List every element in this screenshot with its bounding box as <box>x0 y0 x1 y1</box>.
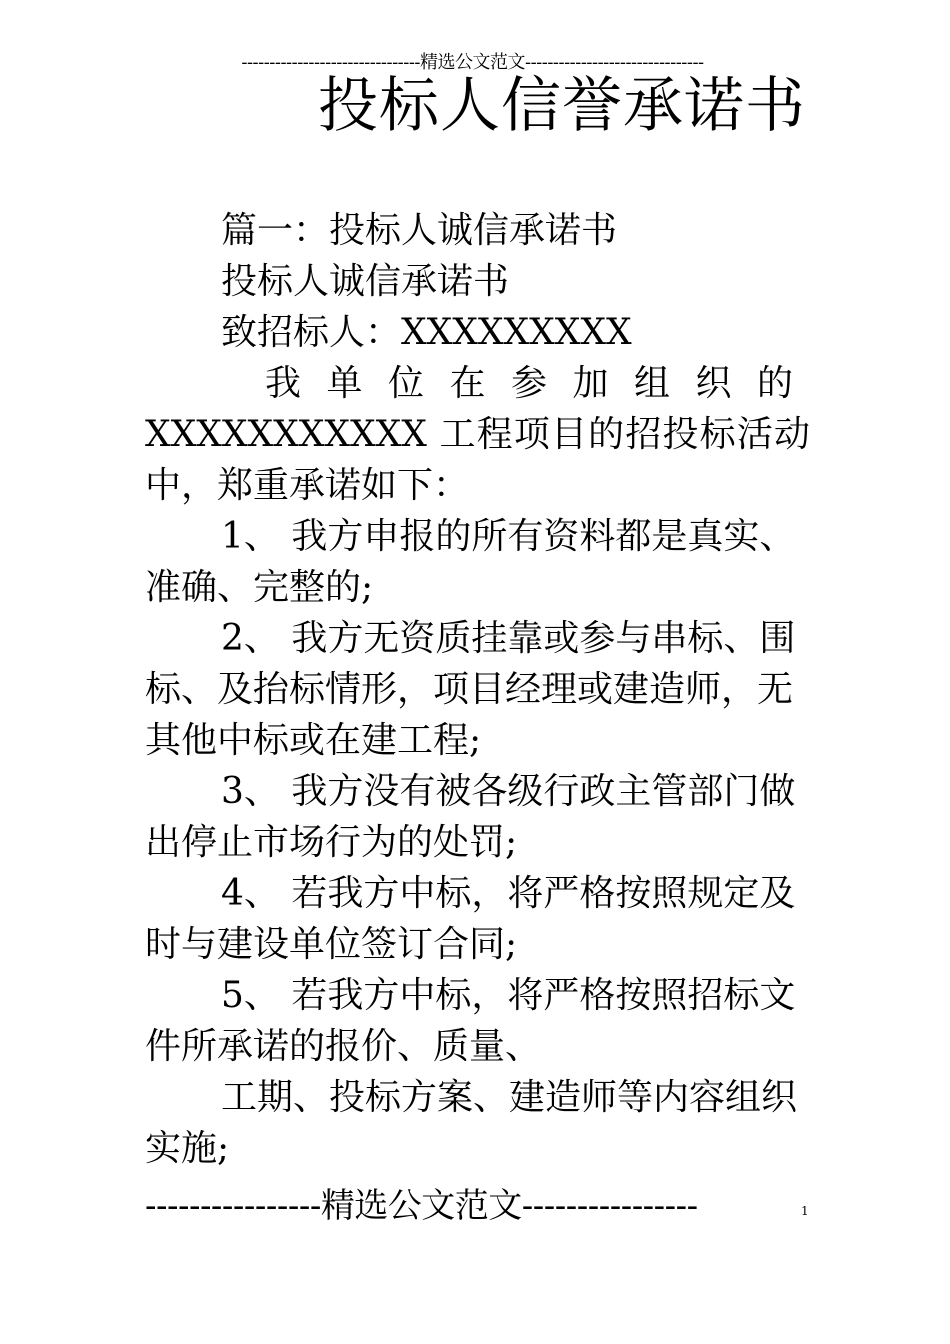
commitment-item-5: 5、 若我方中标，将严格按照招标文件所承诺的报价、质量、 <box>145 975 796 1067</box>
section-heading: 篇一：投标人诚信承诺书 <box>221 210 618 251</box>
page-footer: ----------------精选公文范文---------------- <box>145 1186 698 1226</box>
continuation-paragraph: 工期、投标方案、建造师等内容组织实施; <box>145 1077 798 1169</box>
document-title: 投标人信誉承诺书 <box>318 71 806 141</box>
intro-spaced-text: 我单位在参加组织的 <box>265 363 810 404</box>
document-body <box>145 205 810 1174</box>
addressee: 致招标人：XXXXXXXXX <box>221 312 632 353</box>
commitment-item-4: 4、 若我方中标，将严格按照规定及时与建设单位签订合同; <box>145 873 796 965</box>
intro-paragraph <box>145 358 810 511</box>
page-number: 1 <box>801 1204 809 1218</box>
commitment-item-3: 3、 我方没有被各级行政主管部门做出停止市场行为的处罚; <box>145 771 796 863</box>
page-header: --------------------------------精选公文范文-------------------------------- <box>241 52 704 73</box>
commitment-item-1: 1、 我方申报的所有资料都是真实、准确、完整的; <box>145 516 796 608</box>
commitment-item-2: 2、 我方无资质挂靠或参与串标、围标、及抬标情形，项目经理或建造师，无其他中标或在建工程; <box>145 618 796 761</box>
intro-rest-text: XXXXXXXXXXX 工程项目的招投标活动中，郑重承诺如下： <box>145 414 810 506</box>
subtitle: 投标人诚信承诺书 <box>221 261 510 302</box>
